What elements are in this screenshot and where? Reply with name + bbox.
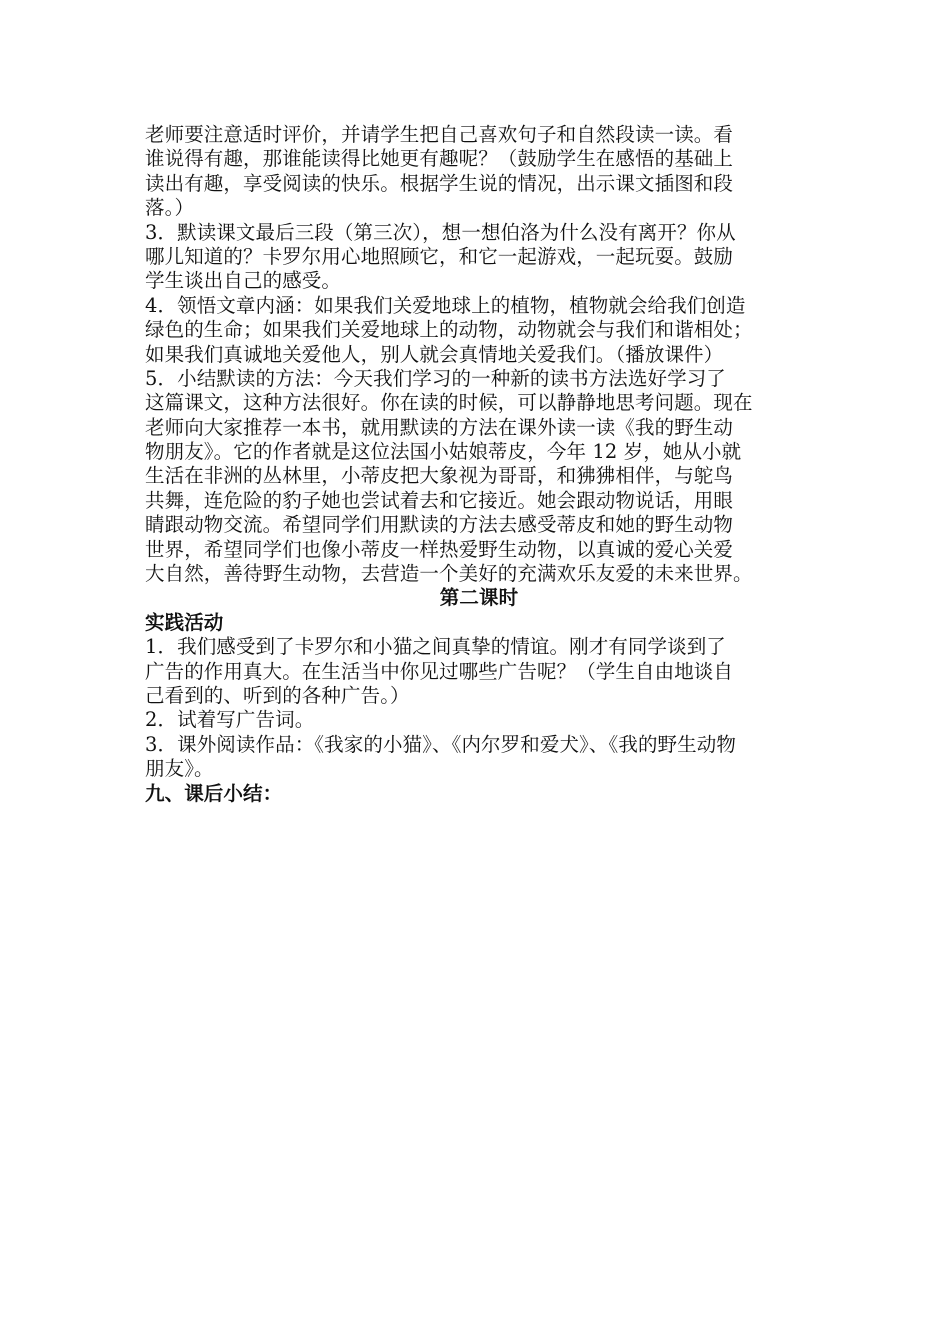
body-line: 共舞，连危险的豹子她也尝试着去和它接近。她会跟动物说话，用眼 <box>145 488 734 512</box>
body-line: 世界，希望同学们也像小蒂皮一样热爱野生动物，以真诚的爱心关爱 <box>145 537 734 561</box>
activity-line: 朋友》。 <box>145 757 214 781</box>
body-line: 4．领悟文章内涵：如果我们关爱地球上的植物，植物就会给我们创造 <box>145 293 746 317</box>
summary-heading: 九、课后小结： <box>145 781 283 805</box>
body-line: 这篇课文，这种方法很好。你在读的时候，可以静静地思考问题。现在 <box>145 391 753 415</box>
activity-line: 己看到的、听到的各种广告。） <box>145 683 410 707</box>
body-line: 哪儿知道的？卡罗尔用心地照顾它，和它一起游戏，一起玩耍。鼓励 <box>145 244 734 268</box>
body-line: 5．小结默读的方法：今天我们学习的一种新的读书方法选好学习了 <box>145 366 726 390</box>
activity-line: 3．课外阅读作品：《我家的小猫》、《内尔罗和爱犬》、《我的野生动物 <box>145 732 736 756</box>
lesson-title: 第二课时 <box>439 586 519 610</box>
body-line: 谁说得有趣，那谁能读得比她更有趣呢？（鼓励学生在感悟的基础上 <box>145 147 734 171</box>
body-line: 大自然，善待野生动物，去营造一个美好的充满欢乐友爱的未来世界。 <box>145 562 753 586</box>
body-line: 读出有趣，享受阅读的快乐。根据学生说的情况，出示课文插图和段 <box>145 171 734 195</box>
section-heading: 实践活动 <box>145 610 224 634</box>
activity-line: 1．我们感受到了卡罗尔和小猫之间真挚的情谊。刚才有同学谈到了 <box>145 635 726 659</box>
body-line: 学生谈出自己的感受。 <box>145 269 342 293</box>
body-line: 3．默读课文最后三段（第三次），想一想伯洛为什么没有离开？你从 <box>145 220 736 244</box>
body-line: 生活在非洲的丛林里，小蒂皮把大象视为哥哥，和狒狒相伴，与鸵鸟 <box>145 464 734 488</box>
activity-line: 2．试着写广告词。 <box>145 708 315 732</box>
body-line: 绿色的生命；如果我们关爱地球上的动物，动物就会与我们和谐相处； <box>145 318 753 342</box>
body-line: 如果我们真诚地关爱他人，别人就会真情地关爱我们。（播放课件） <box>145 342 724 366</box>
body-line: 老师要注意适时评价，并请学生把自己喜欢句子和自然段读一读。看 <box>145 123 734 146</box>
activity-line: 广告的作用真大。在生活当中你见过哪些广告呢？（学生自由地谈自 <box>145 659 734 683</box>
document-body <box>145 123 813 806</box>
body-line: 物朋友》。它的作者就是这位法国小姑娘蒂皮，今年 12 岁，她从小就 <box>145 440 742 464</box>
body-line: 落。） <box>145 196 195 220</box>
body-line: 睛跟动物交流。希望同学们用默读的方法去感受蒂皮和她的野生动物 <box>145 513 734 537</box>
body-line: 老师向大家推荐一本书，就用默读的方法在课外读一读《我的野生动 <box>145 415 734 439</box>
